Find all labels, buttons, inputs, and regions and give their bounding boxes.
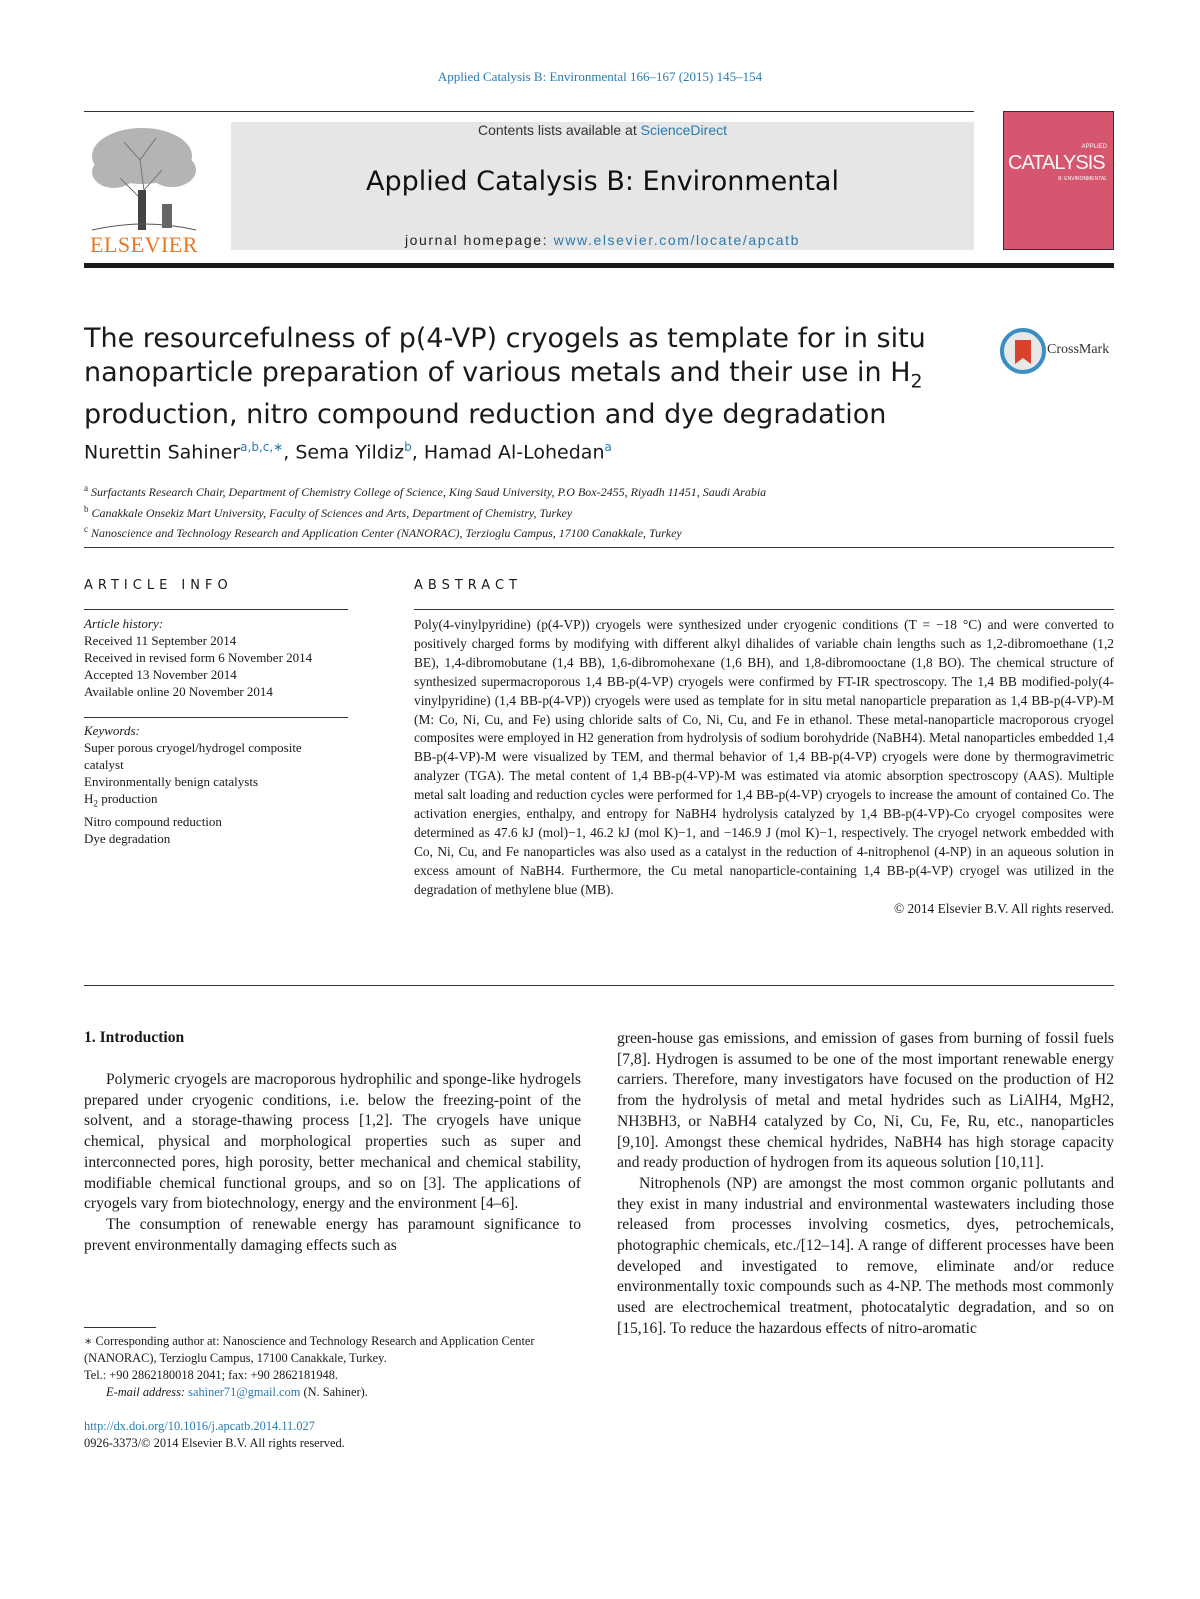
history-item: Received 11 September 2014: [84, 633, 237, 648]
author-name: Hamad Al-Lohedan: [423, 441, 605, 464]
journal-title: Applied Catalysis B: Environmental: [366, 166, 839, 197]
keywords-rule: [84, 717, 348, 718]
footnote-body: Corresponding author at: Nanoscience and Technology Research and Application Center (NANORAC), Terzioglu Campus, 17100 Canakkale, Turkey.: [84, 1334, 535, 1365]
right-column: [617, 1029, 1114, 1340]
author-sep: ,: [283, 441, 296, 464]
affiliation-rule: [84, 547, 1114, 548]
keyword: catalyst: [84, 757, 124, 772]
doi-block: [84, 1418, 345, 1452]
title-line-1: The resourcefulness of p(4-VP) cryogels as template for in situ: [84, 323, 926, 354]
abstract-copyright: © 2014 Elsevier B.V. All rights reserved.: [893, 900, 1114, 916]
footnote-marker: ∗: [84, 1334, 93, 1348]
title-subscript: 2: [910, 370, 923, 393]
running-head[interactable]: Applied Catalysis B: Environmental 166–167 (2015) 145–154: [437, 69, 763, 84]
article-info-heading: ARTICLE INFO: [84, 578, 233, 593]
title-line-2-text: nanoparticle preparation of various metals and their use in H: [84, 357, 911, 388]
cover-applied: APPLIED: [1081, 144, 1107, 150]
history-item: Accepted 13 November 2014: [84, 667, 237, 682]
abstract-body: [414, 616, 1114, 919]
email-suffix: (N. Sahiner).: [300, 1385, 368, 1399]
affiliation: [84, 501, 984, 522]
affiliation-text: Nanoscience and Technology Research and Application Center (NANORAC), Terzioglu Campus, 17100 Canakkale, Turkey: [91, 526, 682, 540]
issn-line: 0926-3373/© 2014 Elsevier B.V. All rights reserved.: [84, 1436, 345, 1450]
homepage-prefix: journal homepage:: [404, 232, 554, 248]
journal-cover-thumbnail[interactable]: [1003, 111, 1114, 250]
footnote-rule: [84, 1327, 156, 1328]
footnote-text: [84, 1333, 584, 1367]
body-paragraph: Polymeric cryogels are macroporous hydrophilic and sponge-like hydrogels prepared under cryogenic conditions, i.e. below the freezing-point of the solvent, and a storage-thawing process [1,2]. The cryogels have unique chemical, physical and morphological properties such as super and interconnected pores, high porosity, better mechanical and chemical stability, modifiable chemical functional groups, and so on [3]. The applications of cryogels vary from biotechnology, energy and the environment [4–6].: [84, 1071, 581, 1213]
cover-subtitle: B: ENVIRONMENTAL: [1058, 176, 1107, 182]
keyword: $H_2$ production: [84, 791, 158, 809]
keyword: Nitro compound reduction: [84, 813, 222, 829]
affiliation-text: Surfactants Research Chair, Department of Chemistry College of Science, King Saud University, P.O Box-2455, Riyadh 11451, Saudi Arabia: [91, 485, 767, 499]
author-sup[interactable]: a,b,c,∗: [240, 440, 284, 454]
email-link[interactable]: sahiner71@gmail.com: [188, 1385, 301, 1399]
history-item: Available online 20 November 2014: [84, 684, 273, 699]
abstract-heading: ABSTRACT: [414, 578, 522, 593]
keywords: [84, 722, 354, 847]
affiliation-text: Canakkale Onsekiz Mart University, Faculty of Sciences and Arts, Department of Chemistry, Turkey: [91, 505, 573, 520]
author-name: Sema Yildiz: [295, 441, 405, 464]
body-paragraph: green-house gas emissions, and emission of gases from burning of fossil fuels [7,8]. Hydrogen is assumed to be one of the most important renewable energy carriers. Therefore, many investigators have focused on the production of H2 from the hydrolysis of metal and metal hydrides such as LiAlH4, MgH2, NH3BH3, or NaBH4 catalyzed by Co, Ni, Cu, Fe, Ru, etc., nanoparticles [9,10]. Amongst these chemical hydrides, NaBH4 has high storage capacity and ready production of hydrogen from its aqueous solution [10,11].: [617, 1030, 1114, 1172]
homepage-link[interactable]: www.elsevier.com/locate/apcatb: [553, 232, 801, 248]
title-line-3: production, nitro compound reduction and dye degradation: [84, 399, 887, 431]
section-heading: 1. Introduction: [84, 1029, 185, 1046]
header-rule: [84, 111, 974, 112]
author-sep: ,: [411, 441, 424, 464]
abstract-rule: [414, 609, 1114, 610]
footnote-tel: Tel.: +90 2862180018 2041; fax: +90 2862181948.: [84, 1368, 339, 1382]
footnote-email-line: [84, 1384, 584, 1401]
affiliation-mark: a: [84, 483, 88, 493]
author-name: Nurettin Sahiner: [84, 441, 241, 464]
affiliations: [84, 480, 984, 542]
title-line-2: [84, 356, 984, 398]
contents-prefix: Contents lists available at: [477, 122, 641, 138]
affiliation: [84, 480, 984, 501]
history-label: Article history:: [84, 616, 164, 631]
doi-link[interactable]: http://dx.doi.org/10.1016/j.apcatb.2014.11.027: [84, 1419, 315, 1433]
author-sup[interactable]: a: [604, 440, 612, 454]
affiliation-mark: b: [84, 503, 89, 514]
keyword: Super porous cryogel/hydrogel composite: [84, 740, 302, 755]
author-sup[interactable]: b: [404, 440, 412, 454]
left-column: [84, 1070, 581, 1256]
article-history: [84, 615, 354, 700]
article-title: [84, 322, 984, 432]
masthead-rule: [84, 263, 1114, 268]
sciencedirect-link[interactable]: ScienceDirect: [640, 122, 727, 138]
body-paragraph: The consumption of renewable energy has paramount significance to prevent environmentally damaging effects such as: [84, 1215, 581, 1254]
keywords-label: Keywords:: [84, 723, 140, 738]
crossmark-icon[interactable]: [1000, 328, 1046, 374]
crossmark-label[interactable]: CrossMark: [1047, 342, 1110, 357]
history-item: Received in revised form 6 November 2014: [84, 650, 313, 665]
body-paragraph: Nitrophenols (NP) are amongst the most common organic pollutants and they exist in many industrial and environmental wastewaters including those released from processes involving cosmetics, dyes, petrochemicals, photographic chemicals, etc./[12–14]. A range of different processes have been developed and investigated to remove, eliminate and/or reduce environmentally toxic compounds such as 4-NP. The methods most commonly used are electrochemical treatment, photocatalytic degradation, and so on [15,16]. To reduce the hazardous effects of nitro-aromatic: [617, 1174, 1114, 1337]
article-info-rule: [84, 609, 348, 610]
keyword: Environmentally benign catalysts: [84, 774, 259, 789]
affiliation: [84, 521, 984, 542]
affiliation-mark: c: [84, 524, 88, 534]
keyword: Dye degradation: [84, 830, 171, 846]
homepage-line: [231, 232, 974, 248]
author-list: [84, 440, 984, 463]
abstract-text: Poly(4-vinylpyridine) (p(4-VP)) cryogels were synthesized under cryogenic conditions (T = −18 °C) and were converted to positively charged forms by modifying with different alkyl dihalides of variable chain lengths such as 1,2-dibromoethane (1,2 BE), 1,4-dibromobutane (1,4 BB), 1,6-dibromohexane (1,6 BH), and 1,8-dibromooctane (1,8 BO). The chemical structure of synthesized supermacroporous 1,4 BB-p(4-VP) cryogels were confirmed by FT-IR spectroscopy. The 1,4 BB modified-poly(4-vinylpyridine) (1,4 BB-p(4-VP)) cryogels were used as template for in situ metal nanoparticle preparation as 1,4 BB-p(4-VP)-M (M: Co, Ni, Cu, and Fe) using chloride salts of Co, Ni, Cu, and Fe in ethanol. These metal-nanoparticle macroporous cryogel composites were employed in H2 generation from hydrolysis of sodium borohydride (NaBH4). Metal nanoparticles embedded 1,4 BB-p(4-VP)-M were visualized by TEM, and thermal behavior of 1,4 BB-p(4-VP) cryogels were done by thermogravimetric analyzer (TGA). The metal content of 1,4 BB-p(4-VP)-M was estimated via atomic absorption spectroscopy (AAS). Multiple metal salt loading and reduction cycles were performed for 1,4 BB-p(4-VP) cryogels to increase the amount of contained Co. The activation energies, enthalpy, and entropy for NaBH4 hydrolysis catalyzed by 1,4 BB-p(4-VP)-Co cryogel composites were determined as 47.6 kJ (mol)−1, 46.2 kJ (mol K)−1, and −146.9 J (mol K)−1, respectively. The cryogel network embedded with Co, Ni, Cu, and Fe nanoparticles was also used as a catalyst in the reduction of 4-nitrophenol (4-NP) in an aqueous solution in excess amount of NaBH4. Furthermore, the Cu metal nanoparticle-containing 1,4 BB-p(4-VP) cryogel was utilized in the degradation of methylene blue (MB).: [414, 617, 1114, 897]
corresponding-author-footnote: [84, 1333, 584, 1401]
journal-masthead: [231, 122, 974, 250]
abstract-end-rule: [84, 985, 1114, 986]
email-label: E-mail address:: [106, 1385, 189, 1399]
cover-title: CATALYSIS: [1008, 152, 1105, 174]
elsevier-wordmark: ELSEVIER: [90, 232, 198, 257]
contents-line: [231, 122, 974, 138]
